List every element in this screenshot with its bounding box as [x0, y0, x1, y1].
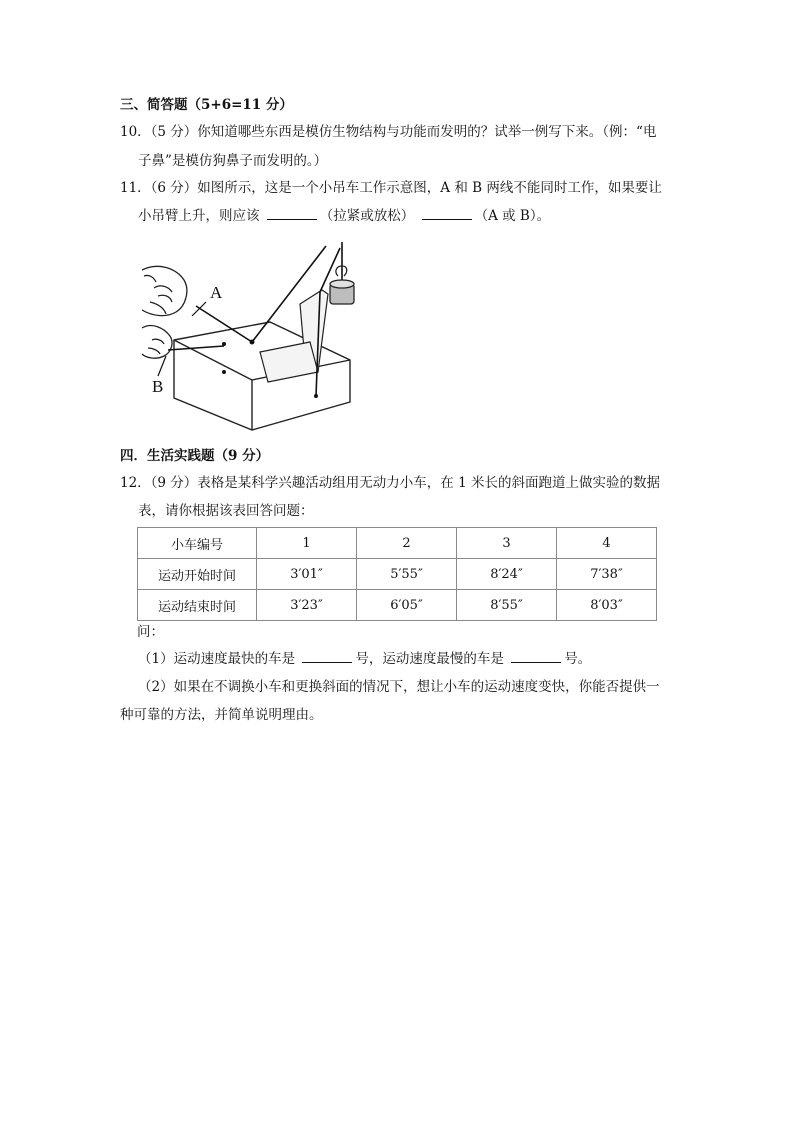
car-data-table: [137, 527, 657, 621]
table-row: [138, 590, 657, 621]
q11-text-b: （拉紧或放松）: [319, 208, 415, 224]
q12-sub1-text-b: 号，运动速度最慢的车是: [355, 651, 504, 667]
hand-a-illustration: [142, 266, 187, 315]
label-a: A: [210, 283, 223, 302]
q11-line2: [138, 206, 550, 226]
string-end-dot: [314, 394, 318, 398]
section4-title: 四．生活实践题（9 分）: [120, 448, 270, 464]
crane-base-box: [174, 322, 350, 430]
q10-line1: 10．（5 分）你知道哪些东西是模仿生物结构与功能而发明的？试举一例写下来。（例：“电: [120, 124, 657, 140]
table-cell: 小车编号: [138, 528, 257, 559]
q12-blank-fastest[interactable]: [302, 649, 352, 663]
hole-dot-lower: [222, 370, 226, 374]
q12-sub2-line1: （2）如果在不调换小车和更换斜面的情况下，想让小车的运动速度变快，你能否提供一: [138, 679, 660, 695]
hand-b-illustration: [142, 326, 172, 359]
table-header-row: [138, 528, 657, 559]
table-cell: 3: [457, 528, 557, 559]
label-b-pointer: [158, 356, 166, 376]
table-cell: 2: [357, 528, 457, 559]
table-cell: 运动结束时间: [138, 590, 257, 621]
q11-text-c: （A 或 B）。: [474, 208, 551, 224]
q12-blank-slowest[interactable]: [511, 649, 561, 663]
table-cell: 8′03″: [557, 590, 657, 621]
q12-sub1: [138, 649, 591, 669]
q11-text-a: 小吊臂上升，则应该: [138, 208, 260, 224]
q12-sub2-line2: 种可靠的方法，并简单说明理由。: [120, 707, 323, 723]
q12-sub1-text-c: 号。: [564, 651, 592, 667]
table-row: [138, 559, 657, 590]
table-cell: 8′24″: [457, 559, 557, 590]
table-cell: 运动开始时间: [138, 559, 257, 590]
q11-line1: 11．（6 分）如图所示，这是一个小吊车工作示意图，A 和 B 两线不能同时工作，如果要让: [120, 180, 662, 196]
q10-line2: 子鼻”是模仿狗鼻子而发明的。）: [138, 153, 328, 169]
q11-blank-2[interactable]: [422, 206, 472, 220]
table-cell: 4: [557, 528, 657, 559]
string-anchor-dot: [250, 340, 255, 345]
label-b: B: [152, 377, 164, 396]
q12-sub1-text-a: （1）运动速度最快的车是: [138, 651, 296, 667]
section3-title: 三、简答题（5+6=11 分）: [120, 97, 293, 113]
table-cell: 6′05″: [357, 590, 457, 621]
table-cell: 3′01″: [257, 559, 357, 590]
table-cell: 8′55″: [457, 590, 557, 621]
q12-ask: 问：: [137, 624, 164, 640]
label-a-pointer: [192, 302, 206, 316]
crane-diagram: [140, 232, 360, 438]
table-cell: 7′38″: [557, 559, 657, 590]
hole-dot-upper: [222, 342, 226, 346]
q11-blank-1[interactable]: [267, 206, 317, 220]
q12-line1: 12．（9 分）表格是某科学兴趣活动组用无动力小车，在 1 米长的斜面跑道上做实验的数据: [120, 475, 660, 491]
table-cell: 1: [257, 528, 357, 559]
q12-line2: 表，请你根据该表回答问题：: [138, 503, 314, 519]
table-cell: 5′55″: [357, 559, 457, 590]
table-cell: 3′23″: [257, 590, 357, 621]
